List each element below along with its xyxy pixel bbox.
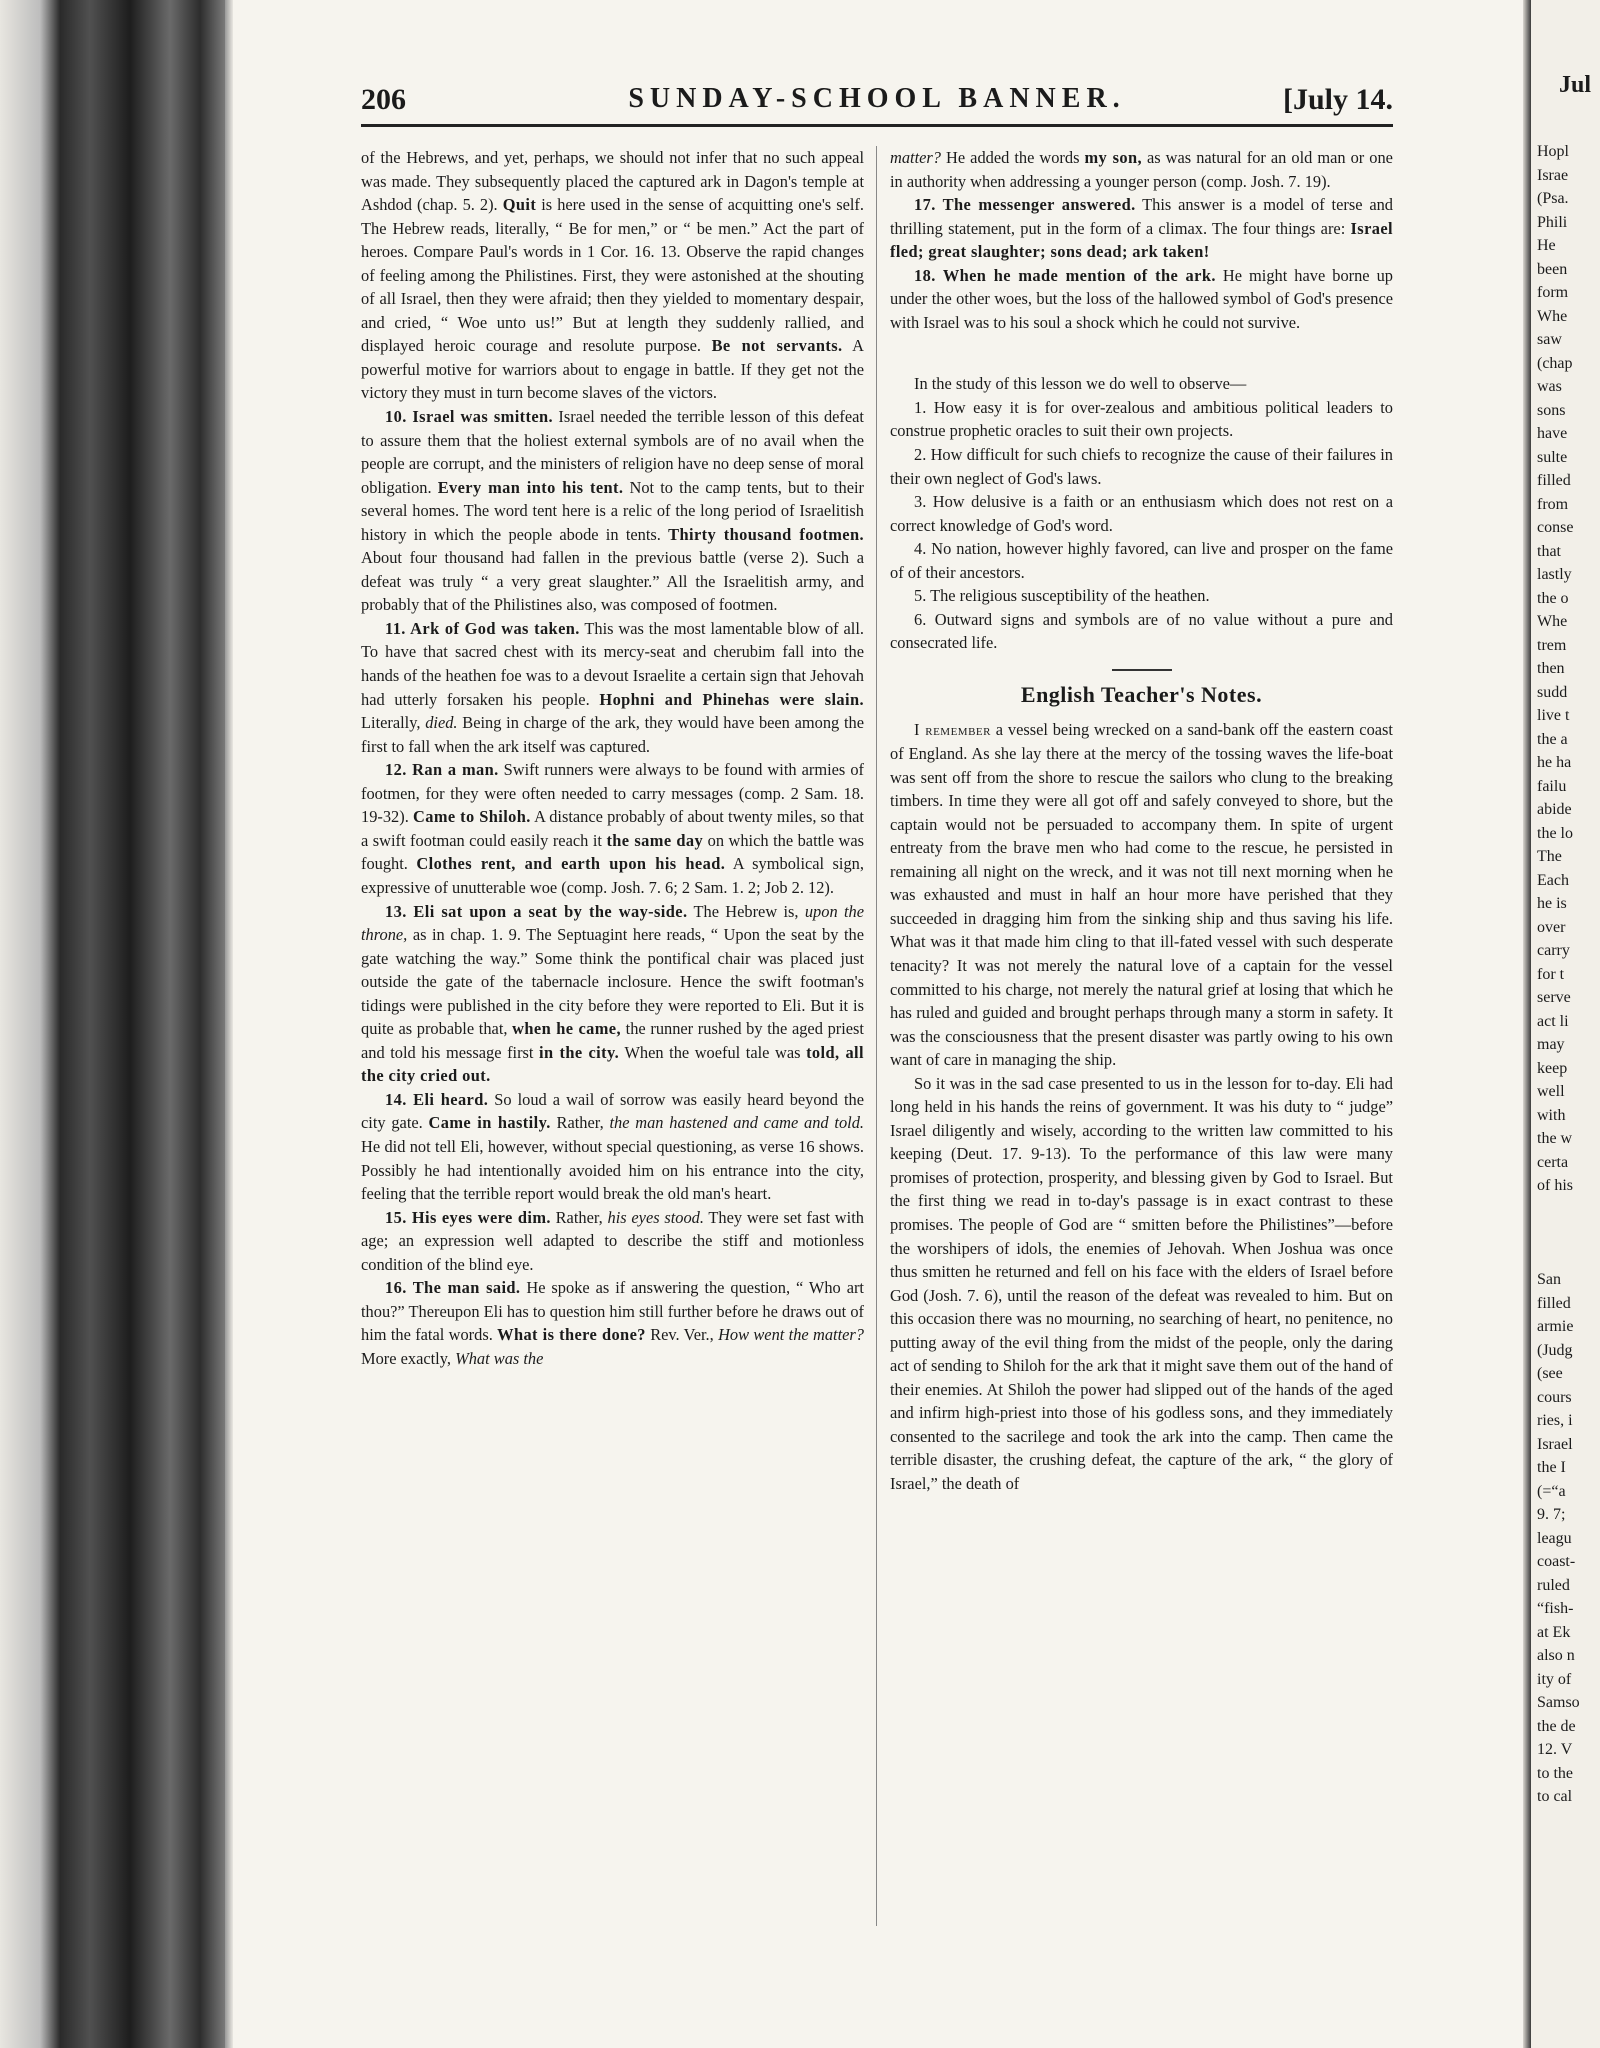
facing-page-line: (see — [1537, 1365, 1563, 1382]
facing-page-line: over — [1537, 918, 1566, 936]
facing-page-line: at Ek — [1537, 1623, 1571, 1641]
facing-page-line: cours — [1537, 1388, 1572, 1406]
verse-note-10: 10. Israel was smitten. Israel needed the terrible lesson of this defeat to assure them that the holiest external symbols are of no avail when the people are corrupt, and the ministers of religion have no deep sense of moral obligation. Every man into his tent. Not to the camp tents, but to their several homes. The word tent here is a relic of the long period of Israelitish history in which the people abode in tents. Thirty thousand footmen. About four thousand had fallen in the previous battle (verse 2). Such a defeat was truly “ a very great slaughter.” All the Israelitish army, and probably that of the Philistines also, was composed of footmen. — [361, 407, 864, 615]
observe-intro: In the study of this lesson we do well to observe— — [914, 374, 1247, 394]
facing-page-line: trem — [1537, 636, 1567, 654]
facing-page-line: act li — [1537, 1012, 1569, 1030]
facing-page-line: to cal — [1537, 1788, 1573, 1805]
facing-page-line: form — [1537, 284, 1569, 301]
facing-page-line — [1537, 1198, 1580, 1222]
facing-page-line: carry — [1537, 942, 1570, 959]
facing-page-line: may — [1537, 1036, 1565, 1053]
paragraph: of the Hebrews, and yet, perhaps, we should not infer that no such appeal was made. They subsequently placed the captured ark in Dagon's temple at Ashdod (chap. 5. 2). Quit is here used in the sense of acquitting one's self. The Hebrew reads, literally, “ Be for men,” or “ be men.” Act the part of heroes. Compare Paul's words in 1 Cor. 16. 13. Observe the rapid changes of feeling among the Philistines. First, they were astonished at the shouting of all Israel, then they were afraid; then they yielded to momentary despair, and cried, “ Woe unto us!” But at length they suddenly rallied, and displayed heroic courage and resolute purpose. Be not servants. A powerful motive for warriors about to engage in battle. If they get not the victory they must in turn become slaves of the victors. — [361, 148, 864, 403]
verse-note-12: 12. Ran a man. Swift runners were always to be found with armies of footmen, for they were often needed to carry messages (comp. 2 Sam. 18. 19-32). Came to Shiloh. A distance probably of about twenty miles, so that a swift footman could easily reach it the same day on which the battle was fought. Clothes rent, and earth upon his head. A symbolical sign, expressive of unutterable woe (comp. Josh. 7. 6; 2 Sam. 1. 2; Job 2. 12). — [361, 760, 864, 897]
running-title: SUNDAY-SCHOOL BANNER. — [628, 83, 1126, 114]
facing-page-line: the a — [1537, 730, 1568, 748]
facing-page-line: (chap — [1537, 354, 1573, 372]
section-rule — [1112, 669, 1172, 671]
facing-page-line: the o — [1537, 589, 1569, 607]
facing-page-line: Samso — [1537, 1694, 1580, 1711]
facing-page-line: 12. V — [1537, 1741, 1573, 1758]
facing-page-line: was — [1537, 378, 1562, 395]
facing-page-line: the de — [1537, 1717, 1576, 1735]
facing-page-line: with — [1537, 1106, 1566, 1124]
teacher-notes-paragraph: I remember a vessel being wrecked on a sand-bank off the eastern coast of England. As she lay there at the mercy of the tossing waves the life-boat was sent off from the shore to rescue the sailors who clung to the breaking timbers. In time they were all got off and safely conveyed to shore, but the captain would not be persuaded to accompany them. In spite of urgent entreaty from the brave men who had come to the rescue, he persisted in remaining all night on the wreck, and it was not till next morning when he was exhausted and must in half an hour more have perished that they succeeded in dragging him from the sinking ship and thus saving his life. What was it that made him cling to that ill-fated vessel with such desperate tenacity? It was not merely the natural love of a captain for the vessel committed to his charge, not merely the natural grief at losing that which he has ruled and guided and brought perhaps through many a storm in safety. It was the consciousness that the present disaster was partly owing to his own want of care in managing the ship. — [890, 720, 1393, 1070]
facing-page-line: also n — [1537, 1647, 1575, 1664]
facing-page — [1531, 0, 1600, 2048]
observation-5: 5. The religious susceptibility of the heathen. — [914, 586, 1210, 606]
facing-page-line: He — [1537, 237, 1556, 254]
facing-page-line: ries, i — [1537, 1412, 1573, 1429]
facing-page-line: armie — [1537, 1318, 1574, 1335]
facing-page-line: that — [1537, 542, 1561, 560]
page-header — [361, 83, 1393, 123]
facing-page-line: 9. 7; — [1537, 1506, 1566, 1523]
facing-page-line: Phili — [1537, 213, 1568, 231]
facing-page-line: serve — [1537, 989, 1571, 1006]
verse-note-13: 13. Eli sat upon a seat by the way-side. The Hebrew is, upon the throne, as in chap. 1. 9. The Septuagint here reads, “ Upon the seat by the gate watching the way.” Some think the pontifical chair was placed just outside the gate of the tabernacle inclosure. Hence the swift footman's tidings were published in the city before they were reported to Eli. But it is quite as probable that, when he came, the runner rushed by the aged priest and told his message first in the city. When the woeful tale was told, all the city cried out. — [361, 901, 864, 1086]
facing-page-line: have — [1537, 425, 1568, 442]
issue-date: [July 14. — [1282, 83, 1393, 116]
verse-note-16: 16. The man said. He spoke as if answering the question, “ Who art thou?” Thereupon Eli has to question him still further before he draws out of him the fatal words. What is there done? Rev. Ver., How went the matter? More exactly, What was the — [361, 1278, 864, 1368]
facing-page-header: Jul — [1559, 72, 1592, 98]
facing-page-line: abide — [1537, 801, 1572, 818]
observation-2: 2. How difficult for such chiefs to recognize the cause of their failures in their own neglect of God's laws. — [890, 445, 1393, 488]
observation-4: 4. No nation, however highly favored, can live and prosper on the fame of of their ancestors. — [890, 539, 1393, 582]
facing-page-line: coast- — [1537, 1553, 1576, 1570]
facing-page-line: Each — [1537, 871, 1569, 889]
facing-page-line: Israel — [1537, 1435, 1573, 1453]
facing-page-line: (=“a — [1537, 1482, 1566, 1500]
facing-page-line: filled — [1537, 1294, 1571, 1312]
facing-page-line — [1537, 1221, 1580, 1245]
facing-page-line: conse — [1537, 519, 1574, 536]
facing-page-line: keep — [1537, 1059, 1568, 1077]
facing-page-line: (Judg — [1537, 1341, 1573, 1359]
facing-page-line: saw — [1537, 331, 1562, 348]
facing-page-line: to the — [1537, 1764, 1573, 1782]
observation-1: 1. How easy it is for over-zealous and ambitious political leaders to construe prophetic oracles to suit their own projects. — [890, 397, 1393, 441]
page-number: 206 — [361, 83, 406, 116]
verse-note-17: 17. The messenger answered. This answer is a model of terse and thrilling statement, put in the form of a climax. The four things are: Israel fled; great slaughter; sons dead; ark taken! — [890, 195, 1393, 262]
observation-6: 6. Outward signs and symbols are of no value without a pure and consecrated life. — [890, 609, 1393, 653]
facing-page-line: ruled — [1537, 1576, 1570, 1594]
facing-page-line: lastly — [1537, 566, 1572, 583]
section-title: English Teacher's Notes. — [1020, 681, 1263, 707]
facing-page-line: San — [1537, 1271, 1561, 1288]
facing-page-line: The — [1537, 848, 1562, 865]
verse-note-14: 14. Eli heard. So loud a wail of sorrow was easily heard beyond the city gate. Came in hastily. Rather, the man hastened and came and told. He did not tell Eli, however, without special questioning, as verse 16 shows. Possibly he had intentionally avoided him on his entrance into the city, feeling that the terrible report would break the old man's heart. — [361, 1089, 864, 1204]
facing-page-line: ity of — [1537, 1670, 1572, 1688]
right-column — [890, 146, 1393, 1496]
header-rule — [361, 124, 1393, 127]
facing-page-text — [1537, 140, 1580, 1809]
facing-page-line: sudd — [1537, 683, 1568, 701]
facing-page-line: Israe — [1537, 166, 1569, 184]
column-divider — [876, 146, 877, 1926]
facing-page-line: the lo — [1537, 824, 1573, 842]
facing-page-line: then — [1537, 660, 1565, 677]
left-column — [361, 146, 864, 1370]
paragraph: matter? He added the words my son, as was natural for an old man or one in authority when addressing a younger person (comp. Josh. 7. 19). — [890, 148, 1393, 191]
facing-page-line: sulte — [1537, 448, 1568, 466]
facing-page-line: of his — [1537, 1177, 1573, 1194]
facing-page-line: well — [1537, 1083, 1565, 1100]
facing-page-line: from — [1537, 495, 1569, 513]
facing-page-line: he ha — [1537, 754, 1572, 771]
facing-page-line: live t — [1537, 707, 1570, 724]
facing-page-line: Whe — [1537, 613, 1568, 630]
facing-page-line: he is — [1537, 895, 1567, 912]
page-gutter-right — [1523, 0, 1531, 2048]
facing-page-line — [1537, 1245, 1580, 1269]
facing-page-line: for t — [1537, 965, 1565, 983]
page-gutter-left — [225, 0, 233, 2048]
teacher-notes-paragraph: So it was in the sad case presented to us in the lesson for to-day. Eli had long held in his hands the reins of government. It was his duty to “ judge” Israel diligently and wisely, according to the written law committed to his keeping (Deut. 17. 9-13). To the performance of this law were many promises of protection, prosperity, and blessing given by God to Israel. But the first thing we read in to-day's passage is in exact contrast to these promises. The people of God are “ smitten before the Philistines”—before the worshipers of idols, the enemies of Jehovah. When Joshua was once thus smitten he returned and fell on his face with the elders of Israel before God (Josh. 7. 6), until the reason of the defeat was revealed to him. But on this occasion there was no mourning, no searching of heart, no penitence, no putting away of the evil thing from the midst of the people, only the daring act of sending to Shiloh for the ark that it might save them out of the hand of their enemies. At Shiloh the power had slipped out of the hands of the aged and infirm high-priest into those of his godless sons, and they immediately consented to the sacrilege and took the ark into the camp. Then came the terrible disaster, the crushing defeat, the capture of the ark, “ the glory of Israel,” the death of — [890, 1073, 1393, 1493]
verse-note-18: 18. When he made mention of the ark. He might have borne up under the other woes, but the loss of the hallowed symbol of God's presence with Israel was to his soul a shock which he could not survive. — [890, 265, 1393, 332]
book-spine — [0, 0, 225, 2048]
facing-page-line: failu — [1537, 777, 1567, 795]
facing-page-line: certa — [1537, 1153, 1569, 1171]
observation-3: 3. How delusive is a faith or an enthusiasm which does not rest on a correct knowledge of God's word. — [890, 492, 1393, 535]
facing-page-line: the w — [1537, 1130, 1573, 1147]
verse-note-15: 15. His eyes were dim. Rather, his eyes stood. They were set fast with age; an expression well adapted to describe the stiff and motionless condition of the blind eye. — [361, 1207, 864, 1274]
facing-page-line: been — [1537, 260, 1568, 278]
facing-page-line: Whe — [1537, 307, 1568, 325]
facing-page-line: (Psa. — [1537, 190, 1569, 207]
facing-page-line: the I — [1537, 1459, 1566, 1476]
facing-page-line: leagu — [1537, 1529, 1572, 1547]
facing-page-line: “fish- — [1537, 1600, 1574, 1617]
facing-page-line: Hopl — [1537, 143, 1569, 160]
facing-page-line: sons — [1537, 401, 1566, 419]
facing-page-line: filled — [1537, 472, 1571, 489]
verse-note-11: 11. Ark of God was taken. This was the most lamentable blow of all. To have that sacred chest with its mercy-seat and cherubim fall into the hands of the heathen foe was to a devout Israelite a certain sign that Jehovah had utterly forsaken his people. Hophni and Phinehas were slain. Literally, died. Being in charge of the ark, they would have been among the first to fall when the ark itself was captured. — [361, 618, 865, 756]
